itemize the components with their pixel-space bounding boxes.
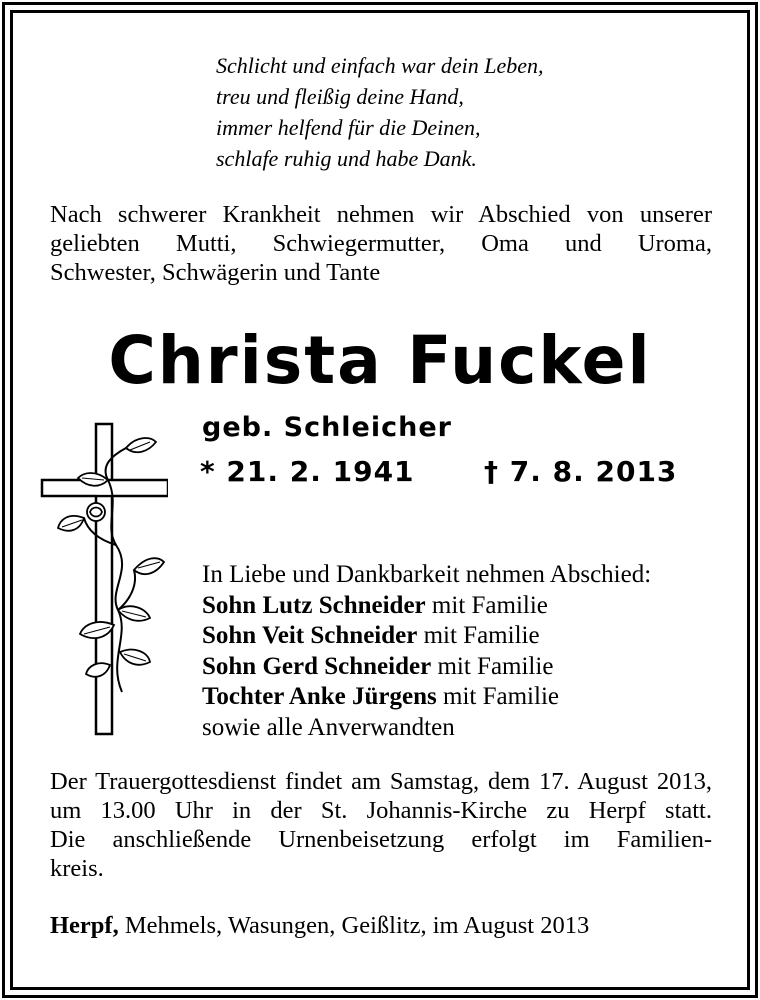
mourners-list [202, 560, 651, 743]
poem [216, 50, 544, 174]
poem-line: immer helfend für die Deinen, [216, 115, 481, 140]
deceased-name: Christa Fuckel [108, 322, 652, 399]
signoff-rest: Mehmels, Wasungen, Geißlitz, im August 2013 [118, 912, 590, 939]
mourner-name: Tochter Anke Jürgens [202, 683, 437, 710]
mourner-suffix: mit Familie [431, 652, 554, 680]
mourner-name: Sohn Lutz Schneider [202, 591, 426, 619]
mourner-suffix: mit Familie [425, 591, 548, 619]
signoff [50, 912, 589, 940]
intro-text [50, 200, 712, 287]
intro-line: geliebten Mutti, Schwiegermutter, Oma und Uroma, [50, 230, 712, 257]
mourners-closing: sowie alle Anverwandten [202, 713, 455, 741]
poem-line: Schlicht und einfach war dein Leben, [216, 53, 544, 78]
poem-line: schlafe ruhig und habe Dank. [216, 146, 477, 171]
mourners-heading: In Liebe und Dankbarkeit nehmen Abschied: [202, 561, 652, 588]
poem-line: treu und fleißig deine Hand, [216, 84, 464, 109]
death-date: † 7. 8. 2013 [484, 455, 678, 488]
intro-line: Schwester, Schwägerin und Tante [50, 259, 381, 286]
mourner-entry [202, 591, 651, 622]
signoff-place: Herpf, [50, 912, 119, 939]
mourner-name: Sohn Veit Schneider [202, 622, 418, 649]
service-line: um 13.00 Uhr in der St. Johannis-Kirche zu Herpf statt. [50, 797, 712, 824]
mourner-suffix: mit Familie [436, 683, 559, 710]
mourner-entry [202, 682, 651, 713]
service-line: Der Trauergottesdienst findet am Samstag, dem 17. August 2013, [50, 768, 712, 795]
mourner-name: Sohn Gerd Schneider [202, 652, 432, 680]
service-line: kreis. [50, 855, 104, 882]
mourner-suffix: mit Familie [417, 622, 540, 649]
mourner-entry [202, 652, 651, 683]
intro-line: Nach schwerer Krankheit nehmen wir Abschied von unserer [50, 201, 712, 228]
service-line: Die anschließende Urnenbeisetzung erfolgt im Familien- [50, 826, 712, 853]
cross-with-rose-vine-icon [38, 420, 168, 740]
maiden-name: geb. Schleicher [202, 412, 452, 443]
mourner-entry [202, 621, 651, 652]
birth-date: * 21. 2. 1941 [200, 455, 415, 488]
service-info [50, 767, 712, 883]
